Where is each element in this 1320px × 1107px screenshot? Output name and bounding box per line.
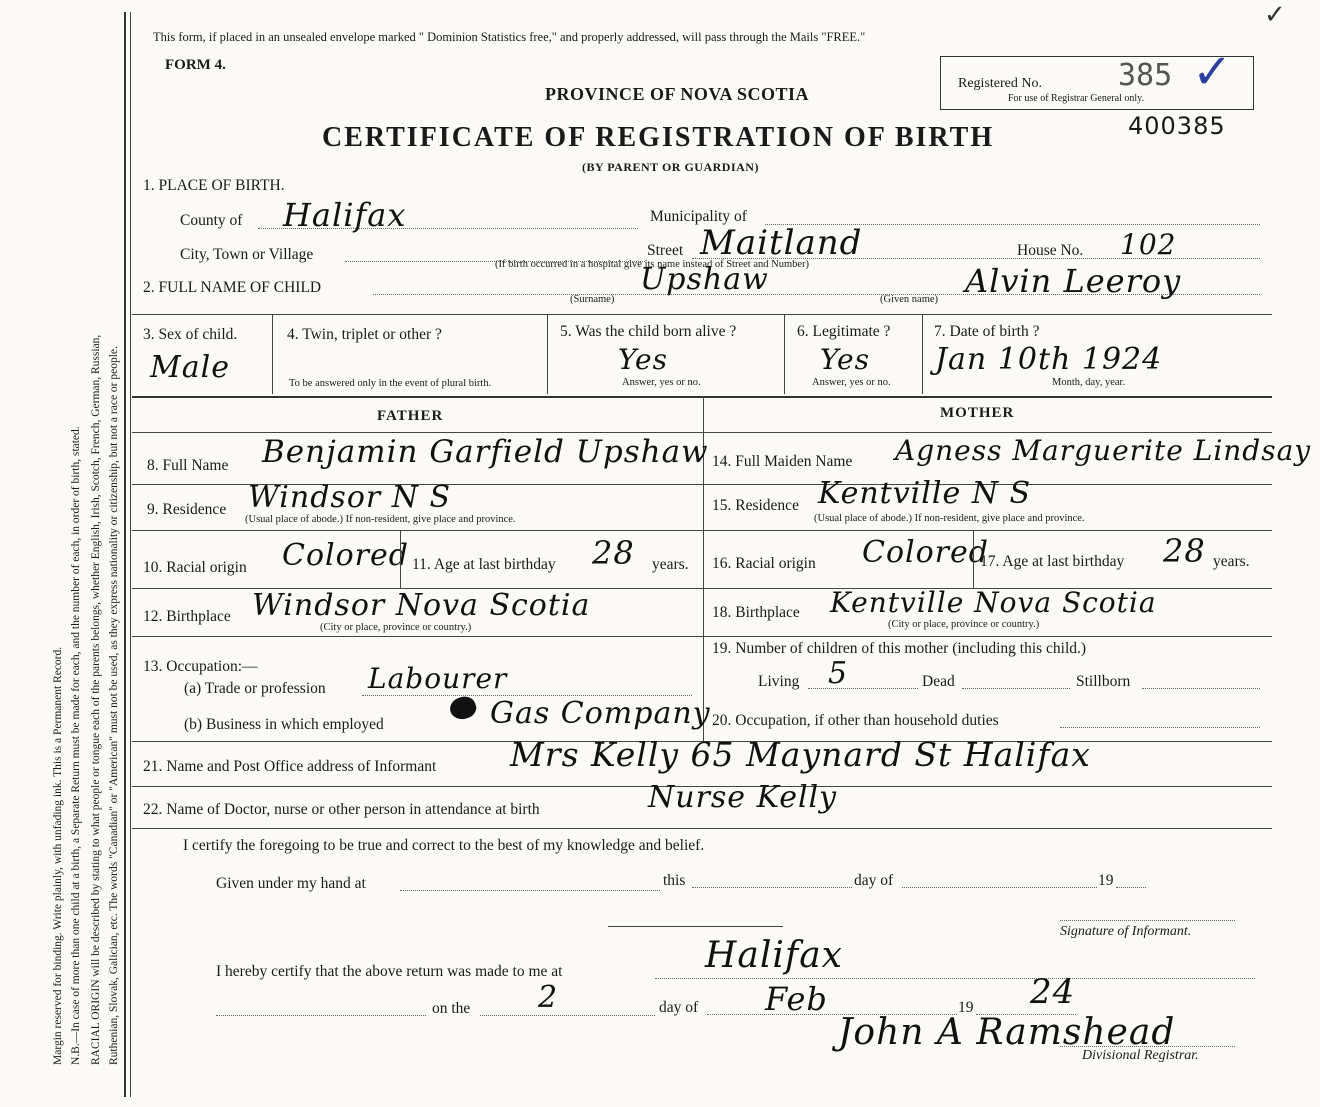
mother-years: years. xyxy=(1213,553,1250,570)
living-value: 5 xyxy=(828,656,849,691)
day-value: 2 xyxy=(538,980,559,1015)
given-note: (Given name) xyxy=(880,294,939,305)
house-value: 102 xyxy=(1120,228,1177,261)
margin-note-racial-origin-2: Ruthenian, Slovak, Galician, etc. The words "Canadian" or "American" must not be used, as they express nationality or citizenship, but not a race or people. xyxy=(108,346,120,1065)
father-trade-value: Labourer xyxy=(368,662,508,695)
father-birthplace-value: Windsor Nova Scotia xyxy=(252,588,591,623)
mother-race-label: 16. Racial origin xyxy=(712,555,816,572)
mother-birthplace-label: 18. Birthplace xyxy=(712,604,800,621)
certificate-number: 400385 xyxy=(1128,112,1226,140)
margin-note-multiple-births: N.B.—In case of more than one child at a birth, a Separate Return must be made for each, and the number of each, in order of birth, stated. xyxy=(70,426,82,1065)
father-residence-label: 9. Residence xyxy=(147,501,227,518)
father-years: years. xyxy=(652,556,689,573)
father-occupation-label: 13. Occupation:— xyxy=(143,658,258,675)
dob-label: 7. Date of birth ? xyxy=(934,323,1040,340)
certificate-title: CERTIFICATE OF REGISTRATION OF BIRTH xyxy=(322,122,995,153)
mother-residence-value: Kentville N S xyxy=(818,476,1032,511)
county-label: County of xyxy=(180,212,243,229)
registered-label: Registered No. xyxy=(958,76,1042,91)
registrar-note: For use of Registrar General only. xyxy=(1008,93,1144,104)
father-name-value: Benjamin Garfield Upshaw xyxy=(262,434,709,470)
informant-value: Mrs Kelly 65 Maynard St Halifax xyxy=(510,735,1091,774)
alive-label: 5. Was the child born alive ? xyxy=(560,323,737,340)
divisional-registrar-label: Divisional Registrar. xyxy=(1082,1048,1199,1063)
mother-birthplace-note: (City or place, province or country.) xyxy=(888,619,1040,630)
father-residence-value: Windsor N S xyxy=(248,480,452,515)
ink-blot xyxy=(447,693,479,723)
year-label: 19 xyxy=(1098,872,1114,889)
alive-value: Yes xyxy=(618,343,668,376)
father-business-value: Gas Company xyxy=(490,696,711,731)
mother-occupation-label: 20. Occupation, if other than household duties xyxy=(712,712,999,729)
month-value: Feb xyxy=(765,980,828,1018)
year-label-2: 19 xyxy=(958,999,974,1016)
child-given-value: Alvin Leeroy xyxy=(965,262,1182,300)
father-name-label: 8. Full Name xyxy=(147,457,229,474)
mother-heading: MOTHER xyxy=(940,405,1015,421)
given-under-label: Given under my hand at xyxy=(216,875,366,892)
legitimate-value: Yes xyxy=(820,343,870,376)
corner-checkmark: ✓ xyxy=(1264,0,1286,30)
father-heading: FATHER xyxy=(377,408,444,424)
father-birthplace-note: (City or place, province or country.) xyxy=(320,622,472,633)
mail-notice: This form, if placed in an unsealed envelope marked " Dominion Statistics free," and properly addressed, will pass through the Mails "FREE." xyxy=(153,30,866,44)
city-label: City, Town or Village xyxy=(180,246,314,263)
hospital-note: (If birth occurred in a hospital give its name instead of Street and Number) xyxy=(495,259,810,270)
county-value: Halifax xyxy=(283,196,407,234)
mother-residence-note: (Usual place of abode.) If non-resident, give place and province. xyxy=(814,513,1085,524)
informant-signature-label: Signature of Informant. xyxy=(1060,924,1192,939)
surname-note: (Surname) xyxy=(570,294,615,305)
father-age-value: 28 xyxy=(592,534,635,572)
registered-value: 385 xyxy=(1118,58,1173,93)
legitimate-note: Answer, yes or no. xyxy=(812,377,891,388)
margin-note-binding: Margin reserved for binding. Write plainly, with unfading ink. This is a Permanent Record. xyxy=(52,646,64,1065)
legitimate-label: 6. Legitimate ? xyxy=(797,323,891,340)
stillborn-label: Stillborn xyxy=(1076,673,1131,690)
twin-label: 4. Twin, triplet or other ? xyxy=(287,326,442,343)
return-place-value: Halifax xyxy=(705,935,843,976)
father-birthplace-label: 12. Birthplace xyxy=(143,608,231,625)
margin-rule xyxy=(124,12,126,1097)
informant-label: 21. Name and Post Office address of Informant xyxy=(143,758,437,775)
father-race-label: 10. Racial origin xyxy=(143,559,247,576)
dead-label: Dead xyxy=(922,673,955,690)
day-of-label-2: day of xyxy=(659,999,699,1016)
father-residence-note: (Usual place of abode.) If non-resident, give place and province. xyxy=(245,514,516,525)
year-value: 24 xyxy=(1030,972,1076,1012)
alive-note: Answer, yes or no. xyxy=(622,377,701,388)
province-heading: PROVINCE OF NOVA SCOTIA xyxy=(545,84,810,104)
father-age-label: 11. Age at last birthday xyxy=(412,556,556,573)
mother-residence-label: 15. Residence xyxy=(712,497,799,514)
certificate-subtitle: (BY PARENT OR GUARDIAN) xyxy=(582,160,759,174)
day-of-label: day of xyxy=(854,872,894,889)
father-business-label: (b) Business in which employed xyxy=(184,716,384,733)
place-heading: 1. PLACE OF BIRTH. xyxy=(143,177,285,194)
return-label: I hereby certify that the above return was made to me at xyxy=(216,963,563,980)
registrar-signature: John A Ramshead xyxy=(838,1012,1176,1053)
form-number: FORM 4. xyxy=(165,57,226,73)
mother-children-label: 19. Number of children of this mother (including this child.) xyxy=(712,640,1087,657)
sex-label: 3. Sex of child. xyxy=(143,326,238,343)
mother-birthplace-value: Kentville Nova Scotia xyxy=(830,586,1157,619)
mother-race-value: Colored xyxy=(862,535,989,570)
child-name-label: 2. FULL NAME OF CHILD xyxy=(143,279,322,296)
mother-name-label: 14. Full Maiden Name xyxy=(712,453,853,470)
doctor-label: 22. Name of Doctor, nurse or other person in attendance at birth xyxy=(143,801,540,818)
dob-note: Month, day, year. xyxy=(1052,377,1126,388)
child-surname-value: Upshaw xyxy=(640,262,769,297)
dob-value: Jan 10th 1924 xyxy=(935,342,1163,377)
margin-rule-inner xyxy=(130,12,131,1097)
certify-text: I certify the foregoing to be true and correct to the best of my knowledge and belief. xyxy=(183,837,705,854)
blue-checkmark: ✓ xyxy=(1192,44,1233,100)
sex-value: Male xyxy=(150,350,230,385)
mother-age-value: 28 xyxy=(1163,532,1206,570)
mother-age-label: 17. Age at last birthday xyxy=(980,553,1125,570)
on-the-label: on the xyxy=(432,1000,471,1017)
municipality-label: Municipality of xyxy=(650,208,747,225)
twin-note: To be answered only in the event of plural birth. xyxy=(289,378,492,389)
mother-name-value: Agness Marguerite Lindsay xyxy=(895,434,1312,467)
father-trade-label: (a) Trade or profession xyxy=(184,680,326,697)
doctor-value: Nurse Kelly xyxy=(648,780,838,815)
living-label: Living xyxy=(758,673,800,690)
this-label: this xyxy=(663,872,686,889)
street-label: Street xyxy=(647,242,684,259)
house-label: House No. xyxy=(1017,242,1084,259)
margin-note-racial-origin: RACIAL ORIGIN will be described by stating to what people or tongue each of the parents belongs, whether English, Irish, Scotch, French, German, Russian, xyxy=(90,334,102,1065)
father-race-value: Colored xyxy=(282,538,409,573)
street-value: Maitland xyxy=(700,223,863,263)
